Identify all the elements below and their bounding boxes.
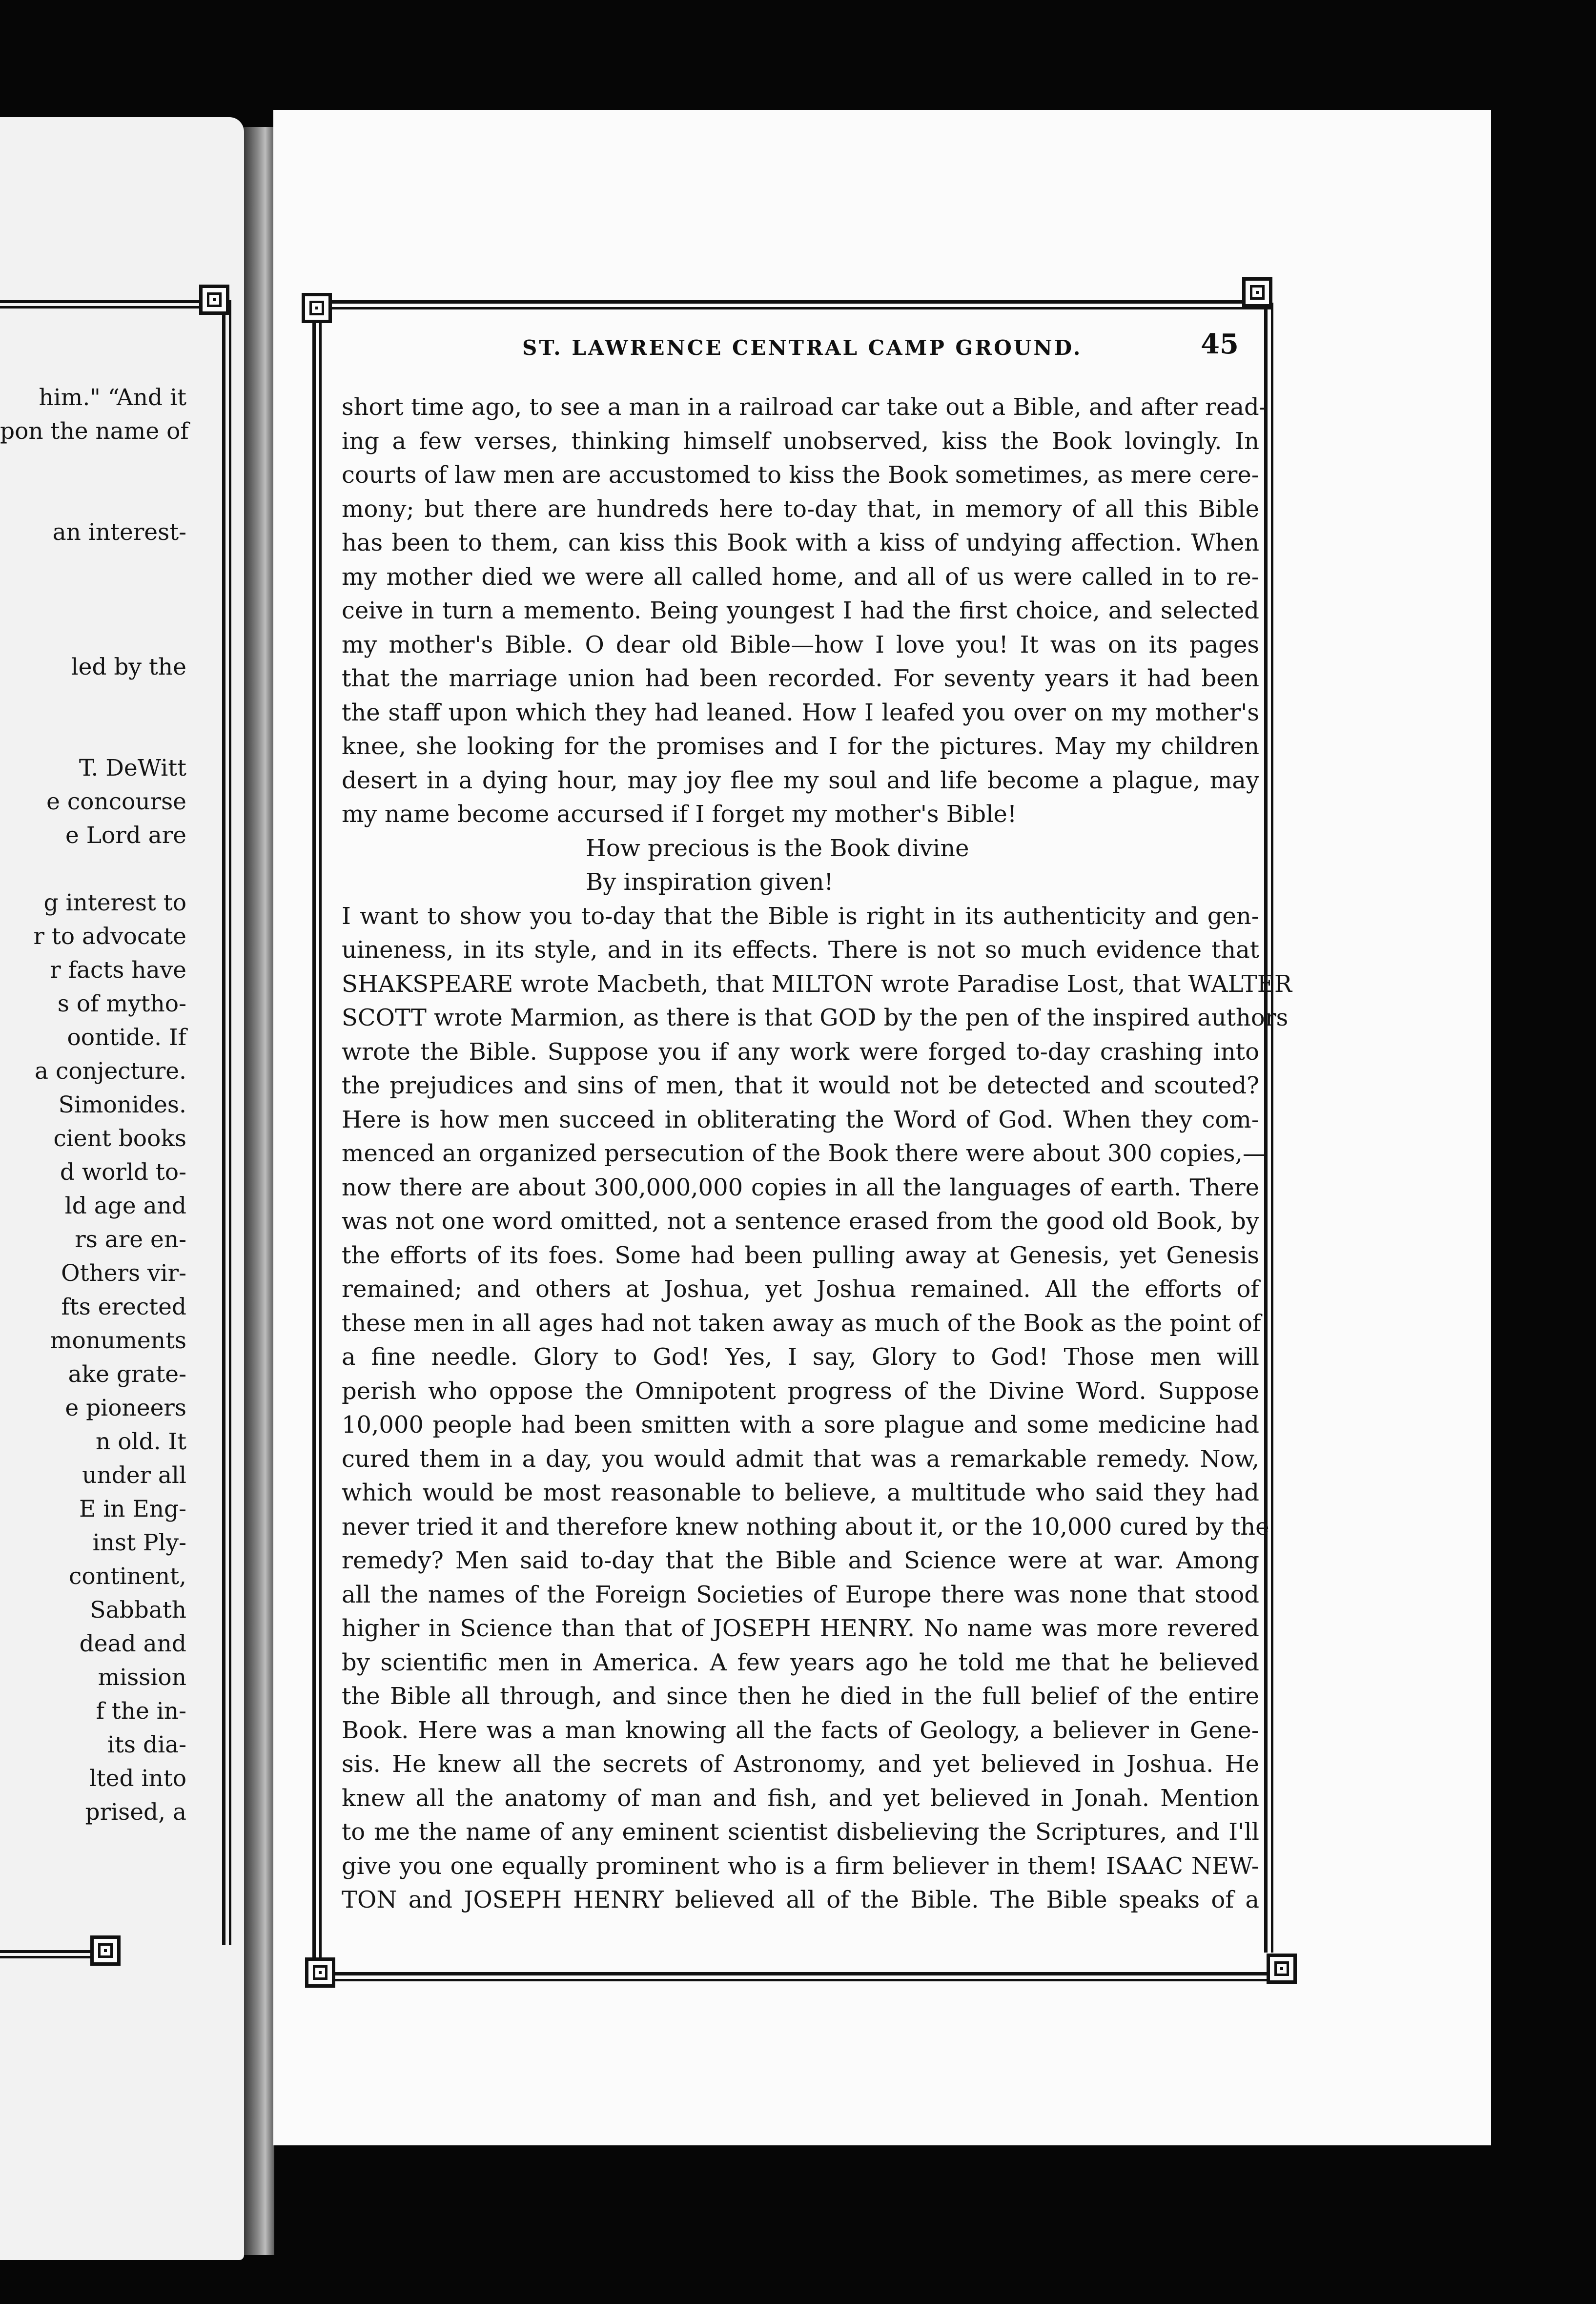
- text-line: ld age and: [64, 1193, 186, 1219]
- paragraph-2: [342, 900, 1292, 1917]
- text-line: [0, 549, 186, 583]
- text-line: by scientific men in America. A few years ago he told me that he believed: [342, 1648, 1259, 1676]
- text-line: TON and JOSEPH HENRY believed all of the Bible. The Bible speaks of a: [342, 1886, 1259, 1913]
- text-line: 10,000 people had been smitten with a sore plague and some medicine had: [342, 1411, 1259, 1439]
- text-line: E in Eng-: [79, 1496, 186, 1522]
- text-line: lted into: [89, 1765, 186, 1792]
- text-line: r facts have: [50, 957, 186, 984]
- text-line: remedy? Men said to-day that the Bible and Science were at war. Among: [342, 1547, 1259, 1574]
- frame-bottom-rule: [332, 1972, 1271, 1981]
- left-page-text: [0, 381, 189, 1829]
- top-right-corner-ornament: [1242, 277, 1272, 308]
- page-number: 45: [1201, 328, 1239, 360]
- text-line: fts erected: [61, 1294, 186, 1320]
- left-bottom-corner-ornament: [90, 1935, 121, 1966]
- text-line: T. DeWitt: [79, 755, 186, 782]
- text-line: e concourse: [46, 788, 186, 815]
- frame-top-rule: [320, 300, 1271, 309]
- text-line: e Lord are: [65, 822, 186, 849]
- text-line: Book. Here was a man knowing all the facts of Geology, a believer in Gene-: [342, 1716, 1259, 1744]
- frame-right-rule: [1264, 303, 1273, 1953]
- text-line: the prejudices and sins of men, that it would not be detected and scouted?: [342, 1072, 1259, 1099]
- text-line: never tried it and therefore knew nothing about it, or the 10,000 cured by the: [342, 1513, 1269, 1541]
- text-line: knee, she looking for the promises and I for the pictures. May my children: [342, 733, 1259, 760]
- text-line: ing a few verses, thinking himself unobserved, kiss the Book lovingly. In: [342, 427, 1259, 455]
- left-frame-side-rule: [222, 300, 231, 1945]
- bottom-right-corner-ornament: [1267, 1954, 1297, 1984]
- text-line: pon the name of: [0, 418, 189, 445]
- text-line: courts of law men are accustomed to kiss the Book sometimes, as mere cere-: [342, 461, 1259, 489]
- text-line: f the in-: [96, 1698, 186, 1725]
- text-line: higher in Science than that of JOSEPH HENRY. No name was more revered: [342, 1615, 1259, 1642]
- text-line: oontide. If: [67, 1024, 186, 1051]
- page-body: [342, 391, 1292, 1917]
- text-line: By inspiration given!: [586, 868, 834, 896]
- text-line: continent,: [69, 1563, 186, 1590]
- text-line: d world to-: [60, 1159, 186, 1186]
- text-line: my mother died we were all called home, and all of us were called in to re-: [342, 563, 1259, 591]
- text-line: the efforts of its foes. Some had been pulling away at Genesis, yet Genesis: [342, 1241, 1259, 1269]
- text-line: has been to them, can kiss this Book with a kiss of undying affection. When: [342, 529, 1259, 556]
- text-line: inst Ply-: [92, 1529, 186, 1556]
- text-line: sis. He knew all the secrets of Astronomy, and yet believed in Joshua. He: [342, 1750, 1259, 1778]
- text-line: led by the: [71, 654, 186, 680]
- text-line: an interest-: [52, 519, 186, 546]
- text-line: perish who oppose the Omnipotent progress of the Divine Word. Suppose: [342, 1377, 1259, 1405]
- text-line: How precious is the Book divine: [586, 834, 969, 862]
- text-line: s of mytho-: [57, 990, 186, 1017]
- paragraph-1: [342, 391, 1267, 832]
- text-line: mission: [98, 1664, 186, 1691]
- left-frame-bottom-rule: [0, 1950, 98, 1958]
- text-line: desert in a dying hour, may joy flee my soul and life become a plague, may: [342, 766, 1259, 794]
- text-line: remained; and others at Joshua, yet Joshua remained. All the efforts of: [342, 1275, 1259, 1303]
- text-line: uineness, in its style, and in its effects. There is not so much evidence that: [342, 936, 1259, 964]
- text-line: give you one equally prominent who is a firm believer in them! ISAAC NEW-: [342, 1852, 1259, 1880]
- left-top-corner-ornament: [199, 285, 229, 315]
- text-line: [0, 684, 186, 718]
- text-line: short time ago, to see a man in a railroad car take out a Bible, and after read-: [342, 393, 1267, 421]
- text-line: g interest to: [43, 889, 186, 916]
- text-line: dead and: [79, 1630, 186, 1657]
- text-line: my name become accursed if I forget my mother's Bible!: [342, 801, 1017, 828]
- book-gutter: [244, 127, 274, 2255]
- text-line: my mother's Bible. O dear old Bible—how I love you! It was on its pages: [342, 631, 1259, 658]
- text-line: [0, 448, 186, 482]
- text-line: [0, 583, 186, 617]
- verse-quote: [342, 832, 1259, 900]
- text-line: r to advocate: [33, 923, 186, 950]
- text-line: ceive in turn a memento. Being youngest I had the first choice, and selected: [342, 597, 1259, 624]
- text-line: now there are about 300,000,000 copies in all the languages of earth. There: [342, 1173, 1259, 1201]
- text-line: n old. It: [96, 1428, 186, 1455]
- text-line: all the names of the Foreign Societies of Europe there was none that stood: [342, 1581, 1259, 1608]
- text-line: ake grate-: [68, 1361, 186, 1388]
- text-line: rs are en-: [75, 1226, 186, 1253]
- text-line: its dia-: [107, 1731, 186, 1758]
- text-line: Simonides.: [58, 1091, 186, 1118]
- text-line: a conjecture.: [35, 1058, 186, 1085]
- text-line: mony; but there are hundreds here to-day that, in memory of all this Bible: [342, 495, 1259, 523]
- text-line: [0, 852, 186, 886]
- text-line: under all: [82, 1462, 186, 1489]
- text-line: wrote the Bible. Suppose you if any work were forged to-day crashing into: [342, 1038, 1259, 1066]
- text-line: a fine needle. Glory to God! Yes, I say, Glory to God! Those men will: [342, 1343, 1259, 1371]
- text-line: to me the name of any eminent scientist disbelieving the Scriptures, and I'll: [342, 1818, 1259, 1846]
- text-line: Sabbath: [90, 1597, 186, 1624]
- text-line: was not one word omitted, not a sentence erased from the good old Book, by: [342, 1208, 1259, 1235]
- running-head: ST. LAWRENCE CENTRAL CAMP GROUND.: [522, 336, 1083, 360]
- text-line: SCOTT wrote Marmion, as there is that GOD by the pen of the inspired authors: [342, 1004, 1289, 1031]
- text-line: Here is how men succeed in obliterating the Word of God. When they com-: [342, 1106, 1259, 1133]
- text-line: that the marriage union had been recorded. For seventy years it had been: [342, 665, 1259, 692]
- text-line: [0, 482, 186, 515]
- text-line: these men in all ages had not taken away as much of the Book as the point of: [342, 1309, 1261, 1337]
- text-line: him." “And it: [39, 384, 186, 411]
- text-line: the Bible all through, and since then he died in the full belief of the entire: [342, 1683, 1259, 1710]
- top-left-corner-ornament: [302, 293, 332, 323]
- left-frame-top-rule: [0, 300, 215, 309]
- text-line: cured them in a day, you would admit that was a remarkable remedy. Now,: [342, 1445, 1259, 1473]
- text-line: prised, a: [85, 1799, 186, 1826]
- text-line: monuments: [50, 1327, 186, 1354]
- bottom-left-corner-ornament: [305, 1957, 335, 1988]
- text-line: [0, 718, 186, 751]
- text-line: Others vir-: [61, 1260, 186, 1287]
- text-line: [0, 617, 186, 650]
- text-line: knew all the anatomy of man and fish, and yet believed in Jonah. Mention: [342, 1784, 1259, 1812]
- text-line: which would be most reasonable to believe, a multitude who said they had: [342, 1479, 1259, 1506]
- frame-left-rule: [312, 322, 322, 1962]
- text-line: SHAKSPEARE wrote Macbeth, that MILTON wrote Paradise Lost, that WALTER: [342, 970, 1292, 998]
- text-line: cient books: [53, 1125, 186, 1152]
- text-line: menced an organized persecution of the Book there were about 300 copies,—: [342, 1140, 1266, 1167]
- text-line: I want to show you to-day that the Bible is right in its authenticity and gen-: [342, 902, 1259, 930]
- text-line: e pioneers: [65, 1395, 186, 1421]
- text-line: the staff upon which they had leaned. How I leafed you over on my mother's: [342, 699, 1259, 726]
